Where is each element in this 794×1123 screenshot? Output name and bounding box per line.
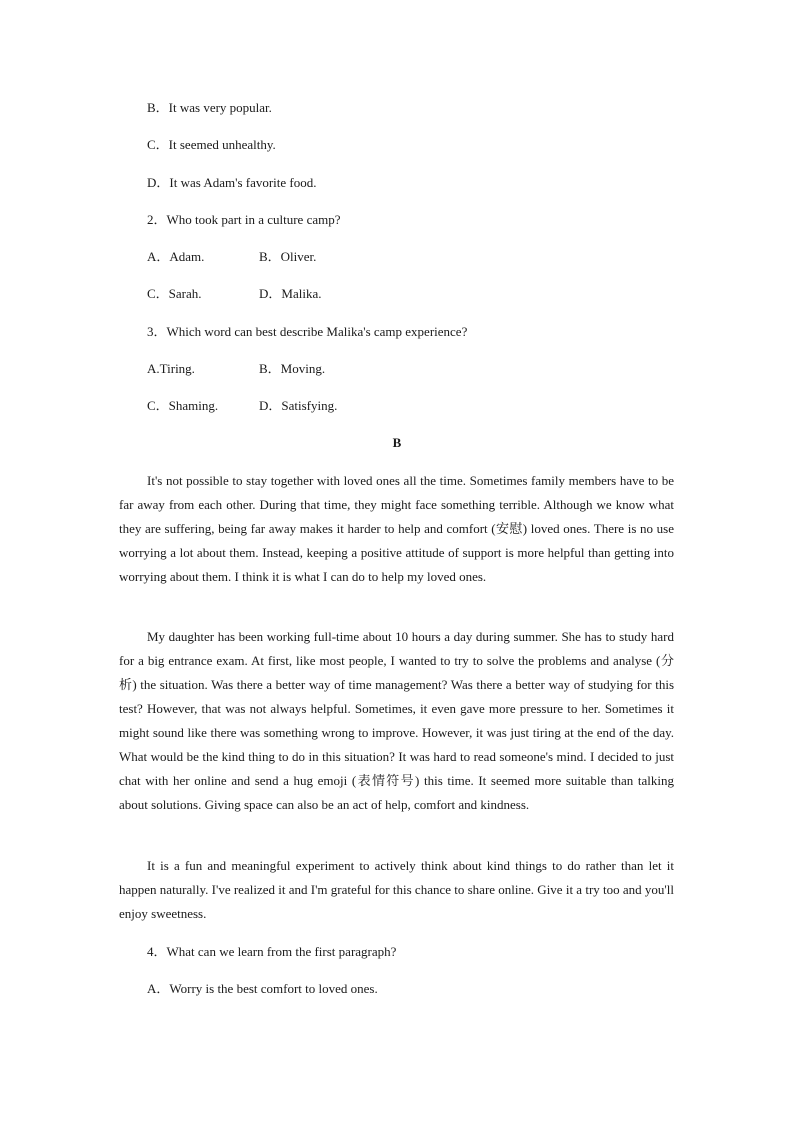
q2-option-d: D．Malika. xyxy=(259,286,322,301)
q1-option-d: D．It was Adam's favorite food. xyxy=(147,175,317,190)
q3-option-c: C．Shaming. xyxy=(147,398,219,413)
q3-option-a: A.Tiring. xyxy=(147,361,195,376)
q4-option-a: A．Worry is the best comfort to loved ones. xyxy=(147,981,378,996)
q3-option-d: D．Satisfying. xyxy=(259,398,338,413)
paragraph-2: My daughter has been working full-time about 10 hours a day during summer. She has to study hard for a big entrance exam. At first, like most people, I wanted to try to solve the problems and analyse (分析) the situation. Was there a better way of time management? Was there a better way of studying for this test? However, that was not always helpful. Sometimes, it even gave more pressure to her. Sometimes it might sound like there was something wrong to improve. However, it was just tiring at the end of the day. What would be the kind thing to do in this situation? It was hard to read someone's mind. I decided to just chat with her online and send a hug emoji (表情符号) this time. It seemed more suitable than talking about solutions. Giving space can also be an act of help, comfort and kindness. xyxy=(119,629,674,812)
q2-option-b: B．Oliver. xyxy=(259,249,317,264)
paragraph-1: It's not possible to stay together with loved ones all the time. Sometimes family members have to be far away from each other. During that time, they might face something terrible. Although we know what they are suffering, being far away makes it harder to help and comfort (安慰) loved ones. There is no use worrying a lot about them. Instead, keeping a positive attitude of support is more helpful than getting into worrying about them. I think it is what I can do to help my loved ones. xyxy=(119,473,674,584)
q4-question: 4．What can we learn from the first paragraph? xyxy=(147,944,397,959)
section-heading: B xyxy=(392,435,402,450)
paragraph-3: It is a fun and meaningful experiment to actively think about kind things to do rather than let it happen naturally. I've realized it and I'm grateful for this chance to share online. Give it a try too and you'll enjoy sweetness. xyxy=(119,858,674,921)
q2-question: 2．Who took part in a culture camp? xyxy=(147,212,341,227)
q3-option-b: B．Moving. xyxy=(259,361,326,376)
q2-option-a: A．Adam. xyxy=(147,249,205,264)
q1-option-c: C．It seemed unhealthy. xyxy=(147,137,276,152)
q2-option-c: C．Sarah. xyxy=(147,286,202,301)
q1-option-b: B．It was very popular. xyxy=(147,100,272,115)
q3-question: 3．Which word can best describe Malika's camp experience? xyxy=(147,324,468,339)
